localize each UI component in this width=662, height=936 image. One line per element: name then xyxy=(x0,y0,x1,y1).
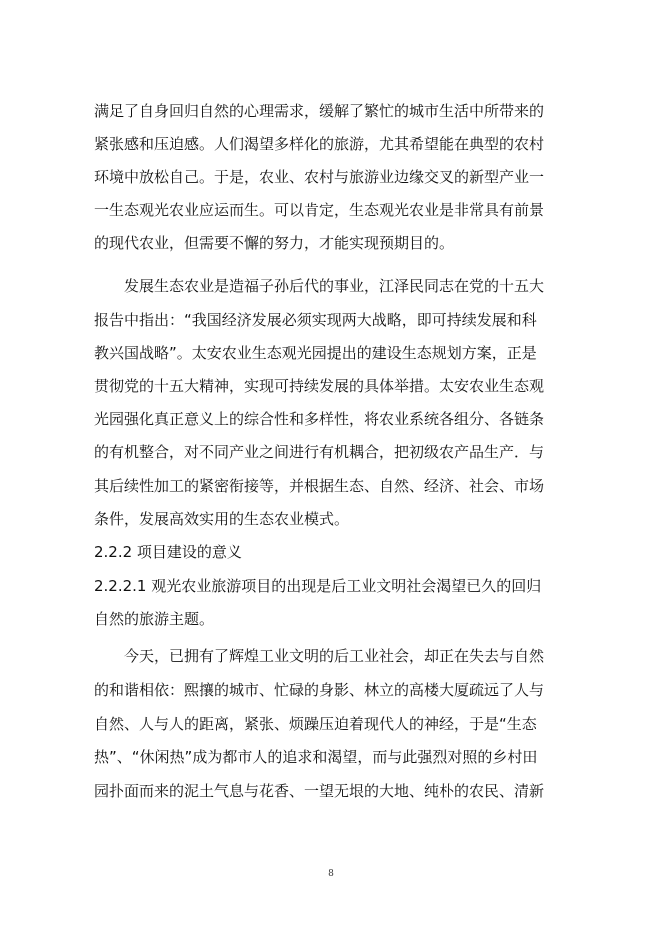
text-line-9: 贯彻党的十五大精神，实现可持续发展的具体举措。太安农业生态观 xyxy=(94,377,545,395)
text-line-3: 环境中放松自己。于是，农业、农村与旅游业边缘交叉的新型产业一 xyxy=(94,168,545,186)
text-line-5: 的现代农业，但需要不懈的努力，才能实现预期目的。 xyxy=(94,234,455,252)
text-line-7: 报告中指出：“我国经济发展必须实现两大战略，即可持续发展和科 xyxy=(94,311,537,329)
subsection-heading-continued: 自然的旅游主题。 xyxy=(94,610,215,628)
text-line-13: 条件，发展高效实用的生态农业模式。 xyxy=(94,510,350,528)
text-line-11: 的有机整合，对不同产业之间进行有机耦合，把初级农产品生产．与 xyxy=(94,443,545,461)
text-line-21: 园扑面而来的泥土气息与花香、一望无垠的大地、纯朴的农民、清新 xyxy=(94,782,545,800)
paragraph-3-line-1: 今天，已拥有了辉煌工业文明的后工业社会，却正在失去与自然 xyxy=(124,647,545,665)
text-line-8: 教兴国战略”。太安农业生态观光园提出的建设生态规划方案，正是 xyxy=(94,344,537,362)
text-line-19: 自然、人与人的距离，紧张、烦躁压迫着现代人的神经，于是“生态 xyxy=(94,715,537,733)
page-number: 8 xyxy=(328,869,334,879)
text-line-10: 光园强化真正意义上的综合性和多样性，将农业系统各组分、各链条 xyxy=(94,410,545,428)
text-line-20: 热”、“休闲热”成为都市人的追求和渴望，而与此强烈对照的乡村田 xyxy=(94,748,538,766)
text-line-4: 一生态观光农业应运而生。可以肯定，生态观光农业是非常具有前景 xyxy=(94,201,545,219)
subsection-heading-2-2-2-1: 2.2.2.1 观光农业旅游项目的出现是后工业文明社会渴望已久的回归 xyxy=(94,577,542,595)
text-line-12: 其后续性加工的紧密衔接等，并根据生态、自然、经济、社会、市场 xyxy=(94,477,545,495)
text-line-2: 紧张感和压迫感。人们渴望多样化的旅游，尤其希望能在典型的农村 xyxy=(94,135,545,153)
text-line-1: 满足了自身回归自然的心理需求，缓解了繁忙的城市生活中所带来的 xyxy=(94,102,545,120)
section-heading-2-2-2: 2.2.2 项目建设的意义 xyxy=(94,543,242,561)
text-line-18: 的和谐相依：熙攘的城市、忙碌的身影、林立的高楼大厦疏远了人与 xyxy=(94,681,545,699)
paragraph-2-line-1: 发展生态农业是造福子孙后代的事业，江泽民同志在党的十五大 xyxy=(124,277,545,295)
